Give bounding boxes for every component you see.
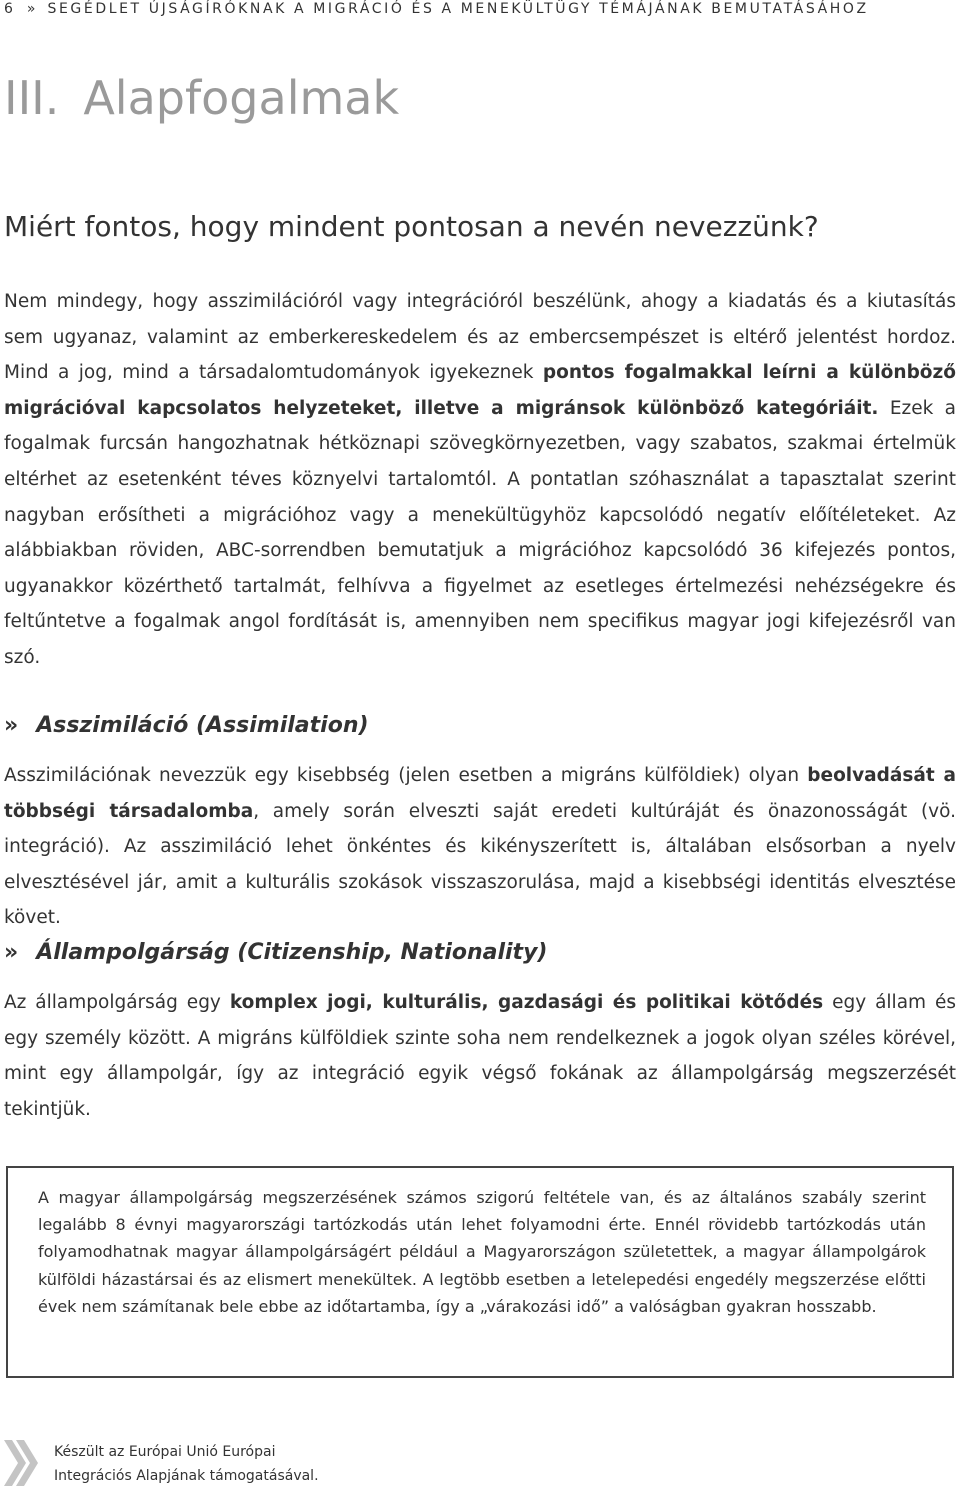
section-subtitle: Miért fontos, hogy mindent pontosan a nevén nevezzünk? — [4, 210, 819, 243]
chapter-number: III. — [4, 71, 60, 125]
footer-line-2: Integrációs Alapjának támogatásával. — [54, 1468, 319, 1484]
term-heading-citizenship — [4, 937, 956, 969]
term-emphasis: beolvadását a többségi társadalomba — [4, 765, 957, 822]
running-title: SEGÉDLET ÚJSÁGÍRÓKNAK A MIGRÁCIÓ ÉS A MENEKÜLTÜGY TÉMÁJÁNAK BEMUTATÁSÁHOZ — [47, 1, 869, 17]
term-text-pre: Asszimilációnak nevezzük egy kisebbség (jelen esetben a migráns külföldiek) olyan — [4, 765, 808, 786]
chapter-name: Alapfogalmak — [83, 71, 400, 125]
footer-credit — [54, 1440, 319, 1488]
term-emphasis: komplex jogi, kulturális, gazdasági és politikai kötődés — [229, 992, 824, 1013]
header-separator: » — [26, 1, 36, 17]
double-chevron-icon — [4, 1440, 38, 1486]
intro-paragraph — [4, 284, 956, 676]
intro-emphasis: pontos fogalmakkal leírni a különböző migrációval kapcsolatos helyzeteket, illetve a migránsok különböző kategóriáit. — [4, 362, 956, 419]
info-box — [6, 1166, 954, 1378]
term-definition-assimilation — [4, 758, 956, 936]
term-definition-citizenship — [4, 985, 956, 1127]
page-number: 6 — [4, 1, 13, 17]
intro-text-2: Ezek a fogalmak furcsán hangozhatnak hétköznapi szövegkörnyezetben, vagy szabatos, szakmai értelmük eltérhet az esetenként téves köznyelvi tartalomtól. A pontatlan szóhasználat a tapasztalat szerint nagyban erősítheti a migrációhoz vagy a menekültügyhöz kapcsolódó negatív előítéleteket. Az alábbiakban röviden, ABC-sorrendben bemutatjuk a migrációhoz kapcsolódó 36 kifejezés pontos, ugyanakkor közérthető tartalmát, felhívva a figyelmet az esetleges értelmezési nehézségekre és feltűntetve a fogalmak angol fordítását is, amennyiben nem specifikus magyar jogi kifejezésről van szó. — [4, 397, 956, 668]
term-text-pre: Az állampolgárság egy — [4, 992, 230, 1013]
chapter-title — [4, 70, 399, 126]
running-header — [4, 0, 956, 20]
term-marker: » — [4, 940, 19, 965]
term-text-post: egy állam és egy személy között. A migráns külföldiek szinte soha nem rendelkeznek a jogok olyan széles körével, mint egy állampolgár, így az integráció egyik végső fokának az állampolgárság megszerzését tekintjük. — [4, 992, 957, 1120]
term-heading-assimilation — [4, 710, 956, 742]
info-box-text: A magyar állampolgárság megszerzésének számos szigorú feltétele van, és az általános szabály szerint legalább 8 évnyi magyarországi tartózkodás után lehet folyamodni érte. Ennél rövidebb tartózkodás után folyamodhatnak magyar állampolgárságért például a Magyarországon születettek, a magyar állampolgárok külföldi házastársai és az elismert menekültek. A legtöbb esetben a letelepedési engedély megszerzése előtti évek nem számítanak bele ebbe az időtartamba, így a „várakozási idő” a valóságban gyakran hosszabb. — [38, 1188, 926, 1316]
term-title: Asszimiláció (Assimilation) — [36, 713, 369, 738]
intro-text-1: Nem mindegy, hogy asszimilációról vagy integrációról beszélünk, ahogy a kiadatás és a kiutasítás sem ugyanaz, valamint az emberkereskedelem és az embercsempészet is eltérő jelentést hordoz. Mind a jog, mind a társadalomtudományok igyekeznek — [4, 291, 956, 384]
footer-line-1: Készült az Európai Unió Európai — [54, 1444, 276, 1460]
term-title: Állampolgárság (Citizenship, Nationality) — [36, 940, 548, 965]
term-marker: » — [4, 713, 19, 738]
term-text-post: , amely során elveszti saját eredeti kultúráját és önazonosságát (vö. integráció). Az asszimiláció lehet önkéntes és kikényszerített is, általában elsősorban a nyelv elvesztésével jár, amit a kulturális szokások visszaszorulása, majd a kisebbségi identitás elvesztése követ. — [4, 800, 956, 929]
